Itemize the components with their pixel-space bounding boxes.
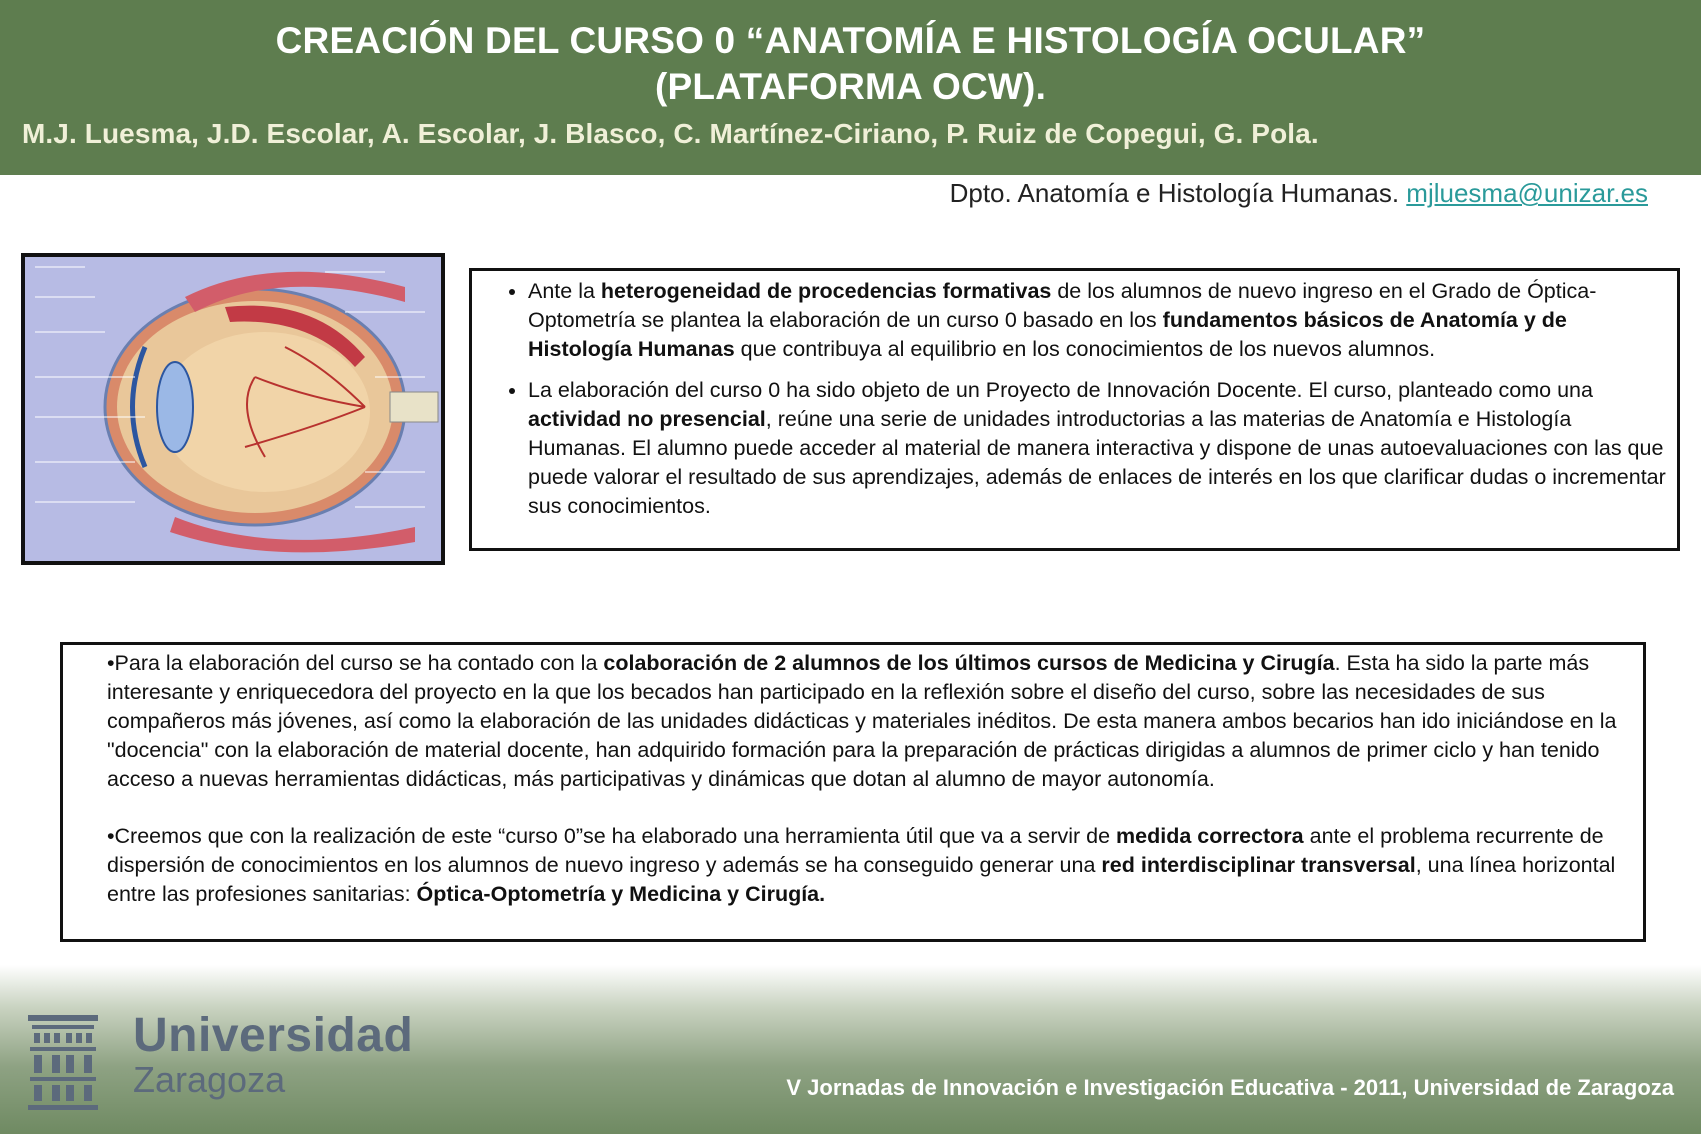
email-link[interactable]: mjluesma@unizar.es	[1406, 178, 1648, 208]
eye-diagram-graphic	[25, 257, 441, 561]
text-run: , reúne una serie de unidades introductorias a las materias de Anatomía e Histología Humanas. El alumno puede acceder al material de manera interactiva y dispone de unas autoevaluaciones con las que puede valorar el resultado de sus aprendizajes, además de enlaces de interés en los que clarificar dudas o incrementar sus conocimientos.	[528, 407, 1666, 518]
bold-run: medida correctora	[1116, 824, 1304, 848]
text-run: •Creemos que con la realización de este “curso 0”se ha elaborado una herramienta útil que va a servir de	[107, 824, 1117, 848]
text-run: que contribuya al equilibrio en los conocimientos de los nuevos alumnos.	[734, 337, 1436, 361]
text-run: de los alumnos de nuevo ingreso en el Grado de Óptica-Optometría se plantea la elaboración de un curso 0 basado en los	[528, 279, 1597, 332]
bold-run: red interdisciplinar transversal	[1101, 853, 1416, 877]
bold-run: colaboración de 2 alumnos de los últimos cursos de Medicina y Cirugía	[603, 651, 1335, 675]
text-run: •Para la elaboración del curso se ha contado con la	[107, 651, 604, 675]
logo-word-universidad: Universidad	[133, 1009, 414, 1062]
intro-box	[469, 268, 1680, 551]
university-logo-text	[133, 1009, 414, 1100]
intro-bullet-1	[528, 277, 1669, 364]
bold-run: actividad no presencial	[528, 407, 766, 431]
authors-line: M.J. Luesma, J.D. Escolar, A. Escolar, J. Blasco, C. Martínez-Ciriano, P. Ruiz de Copegui, G. Pola.	[22, 118, 1319, 149]
university-building-icon	[28, 1015, 98, 1115]
text-run: . Esta ha sido la parte más interesante y enriquecedora del proyecto en la que los becados han participado en la reflexión sobre el diseño del curso, sobre las necesidades de sus compañeros más jóvenes, así como la elaboración de las unidades didácticas y materiales inéditos. De esta manera ambos becarios han ido iniciándose en la "docencia" con la elaboración de material docente, han adquirido formación para la preparación de prácticas dirigidas a alumnos de primer ciclo y han tenido acceso a nuevas herramientas didácticas, más participativas y dinámicas que dotan al alumno de mayor autonomía.	[107, 651, 1617, 791]
title-line-2: (PLATAFORMA OCW).	[654, 66, 1047, 107]
text-run: ante el problema recurrente de dispersión de conocimientos en los alumnos de nuevo ingreso y además se ha conseguido generar una	[107, 824, 1604, 877]
poster-title	[0, 18, 1701, 110]
text-run: Ante la	[528, 279, 601, 303]
bold-run: fundamentos básicos de Anatomía y de Histología Humanas	[528, 308, 1567, 361]
conclusion-paragraph	[107, 822, 1629, 909]
text-run: , una línea horizontal entre las profesiones sanitarias:	[107, 853, 1616, 906]
conclusions-box	[60, 642, 1646, 942]
intro-bullet-2	[528, 376, 1669, 521]
title-line-1: CREACIÓN DEL CURSO 0 “ANATOMÍA E HISTOLOGÍA OCULAR”	[275, 20, 1426, 61]
logo-word-zaragoza: Zaragoza	[133, 1059, 286, 1100]
bold-run: heterogeneidad de procedencias formativas	[600, 279, 1052, 303]
intro-bullets	[502, 277, 1669, 521]
bold-run: Óptica-Optometría y Medicina y Cirugía.	[416, 882, 826, 906]
department-line	[950, 178, 1648, 209]
poster-header	[0, 0, 1701, 175]
collaboration-paragraph	[107, 649, 1629, 794]
conference-line: V Jornadas de Innovación e Investigación Educativa - 2011, Universidad de Zaragoza	[786, 1075, 1674, 1100]
eye-anatomy-illustration	[21, 253, 445, 565]
department-name: Dpto. Anatomía e Histología Humanas.	[949, 178, 1400, 208]
text-run: La elaboración del curso 0 ha sido objeto de un Proyecto de Innovación Docente. El curso, planteado como una	[528, 378, 1593, 402]
